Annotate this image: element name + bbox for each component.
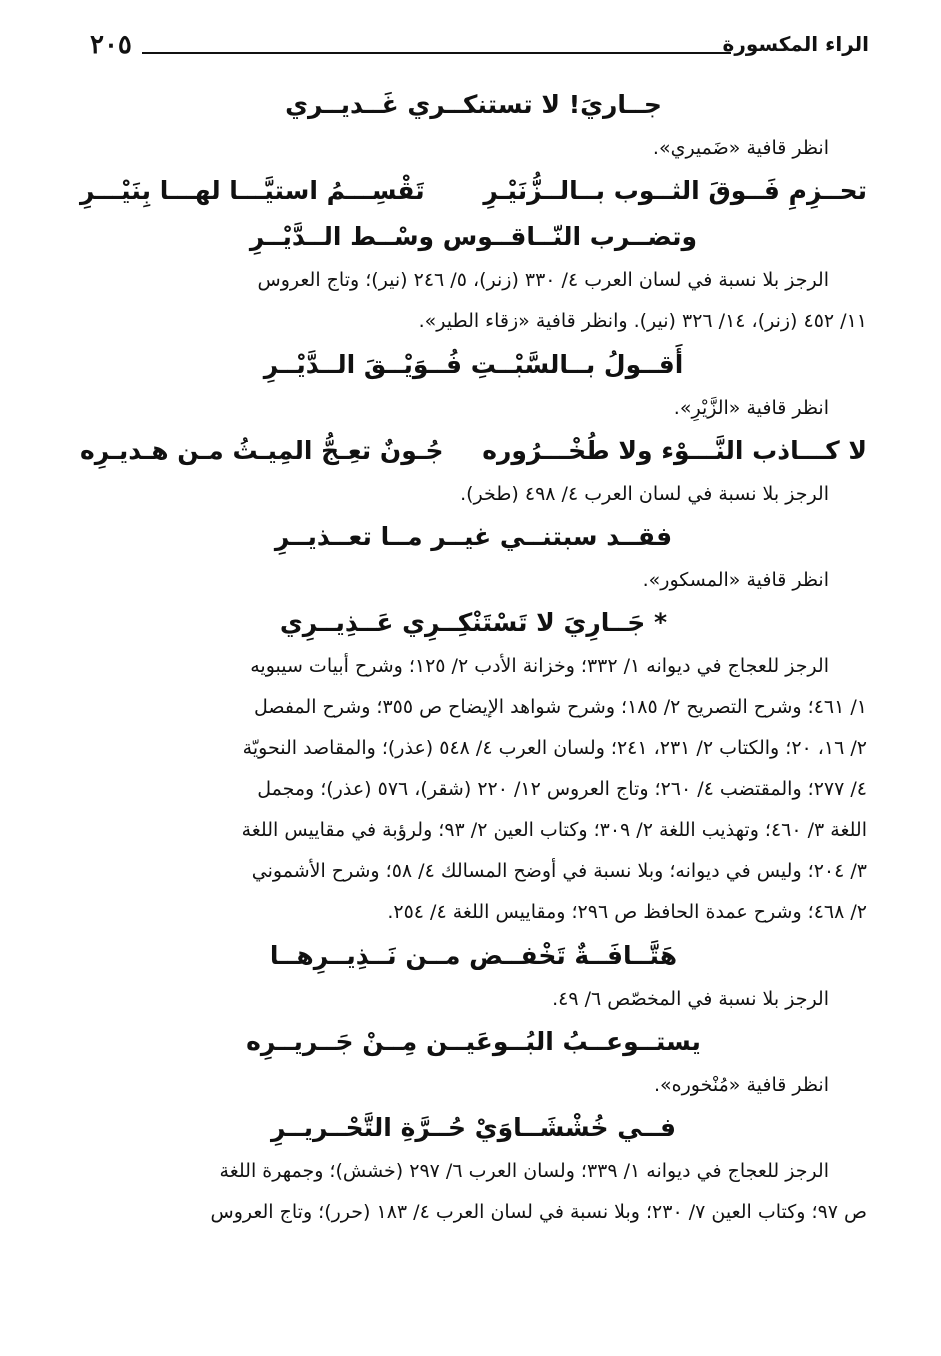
cross-reference-note: انظر قافية «مُنْخوره».: [654, 1074, 829, 1096]
verse-line: هَتَّــافَــةٌ تَخْفــض مــن نَــذِيــرِهــا: [269, 941, 678, 970]
verse-hemistich-first: تحــزِمِ فَــوقَ الثــوب بــالــزُّنَيْـرِ: [483, 176, 867, 205]
citation-line: ٢/ ٤٦٨؛ وشرح عمدة الحافظ ص ٢٩٦؛ ومقاييس اللغة ٤/ ٢٥٤.: [387, 901, 867, 923]
citation-line: الرجز للعجاج في ديوانه ١/ ٣٣٢؛ وخزانة الأدب ٢/ ١٢٥؛ وشرح أبيات سيبويه: [250, 655, 829, 677]
header-rule: [142, 52, 731, 54]
verse-hemistich-second: تَقْسِـــمُ استيَّـــا لهـــا بِنَيْـــرِ: [80, 176, 425, 205]
citation-note: الرجز بلا نسبة في المخصّص ٦/ ٤٩.: [552, 988, 829, 1010]
verse-line: فقــد سبتنــي غيــر مــا تعــذيــرِ: [274, 522, 673, 551]
verse-text: جَــارِيَ لا تَسْتَنْكِــرِي عَــذِيــرِي: [279, 608, 646, 637]
verse-couplet: [80, 168, 867, 214]
verse-couplet: [80, 428, 867, 474]
verse-line: أَقــولُ بــالسَّبْــتِ فُــوَيْــقَ الــدَّيْــرِ: [263, 350, 684, 379]
citation-line: ص ٩٧؛ وكتاب العين ٧/ ٢٣٠؛ وبلا نسبة في لسان العرب ٤/ ١٨٣ (حرر)؛ وتاج العروس: [210, 1201, 867, 1223]
citation-paragraph: [80, 646, 867, 933]
cross-reference-note: انظر قافية «المسكور».: [642, 569, 829, 591]
verse-hemistich-first: لا كـــاذب النَّـــوْء ولا طُخْـــرُوره: [482, 436, 867, 465]
verse-line-main: [80, 600, 867, 646]
citation-note: الرجز بلا نسبة في لسان العرب ٤/ ٤٩٨ (طخر).: [460, 483, 829, 505]
citation-line: ٣/ ٢٠٤؛ وليس في ديوانه؛ وبلا نسبة في أوضح المسالك ٤/ ٥٨؛ وشرح الأشموني: [251, 860, 867, 882]
cross-reference-note: انظر قافية «الزَّيْرِ».: [673, 397, 829, 419]
section-title: الراء المكسورة: [722, 32, 869, 56]
citation-paragraph: [80, 260, 867, 342]
citation-line: الرجز بلا نسبة في لسان العرب ٤/ ٣٣٠ (زنر)، ٥/ ٢٤٦ (نير)؛ وتاج العروس: [257, 269, 829, 291]
citation-paragraph: [80, 1151, 867, 1233]
running-header: [90, 30, 869, 70]
citation-line: ١١/ ٤٥٢ (زنر)، ١٤/ ٣٢٦ (نير). وانظر قافية «زقاء الطير».: [418, 310, 867, 332]
page-body: [80, 82, 867, 1233]
page-number: ٢٠٥: [90, 30, 132, 60]
citation-line: الرجز للعجاج في ديوانه ١/ ٣٣٩؛ ولسان العرب ٦/ ٢٩٧ (خشش)؛ وجمهرة اللغة: [219, 1160, 829, 1182]
citation-line: ٤/ ٢٧٧؛ والمقتضب ٤/ ٢٦٠؛ وتاج العروس ١٢/ ٢٢٠ (شقر)، ٥٧٦ (عذر)؛ ومجمل: [257, 778, 867, 800]
verse-line: وتضــرب النّــاقــوس وسْــط الــدَّيْــرِ: [249, 222, 698, 251]
star-marker: *: [654, 608, 668, 637]
cross-reference-note: انظر قافية «ضَميري».: [652, 137, 829, 159]
citation-line: ١/ ٤٦١؛ وشرح التصريح ٢/ ١٨٥؛ وشرح شواهد الإيضاح ص ٣٥٥؛ وشرح المفصل: [253, 696, 867, 718]
verse-line: فــي خُشْشَــاوَيْ حُــرَّةِ التَّحْــريــرِ: [271, 1113, 676, 1142]
verse-line: جــاريَ! لا تستنكــري غَــديــري: [285, 90, 662, 119]
verse-hemistich-second: جُـونٌ تعِـجُّ المِيـثُ مـن هـديـرِه: [80, 436, 444, 465]
citation-line: اللغة ٣/ ٤٦٠؛ وتهذيب اللغة ٢/ ٣٠٩؛ وكتاب العين ٢/ ٩٣؛ ولرؤبة في مقاييس اللغة: [241, 819, 867, 841]
citation-line: ٢/ ١٦، ٢٠؛ والكتاب ٢/ ٢٣١، ٢٤١؛ ولسان العرب ٤/ ٥٤٨ (عذر)؛ والمقاصد النحويّة: [242, 737, 867, 759]
verse-line: يستــوعــبُ البُــوعَيــن مِــنْ جَــريــرِه: [246, 1027, 701, 1056]
